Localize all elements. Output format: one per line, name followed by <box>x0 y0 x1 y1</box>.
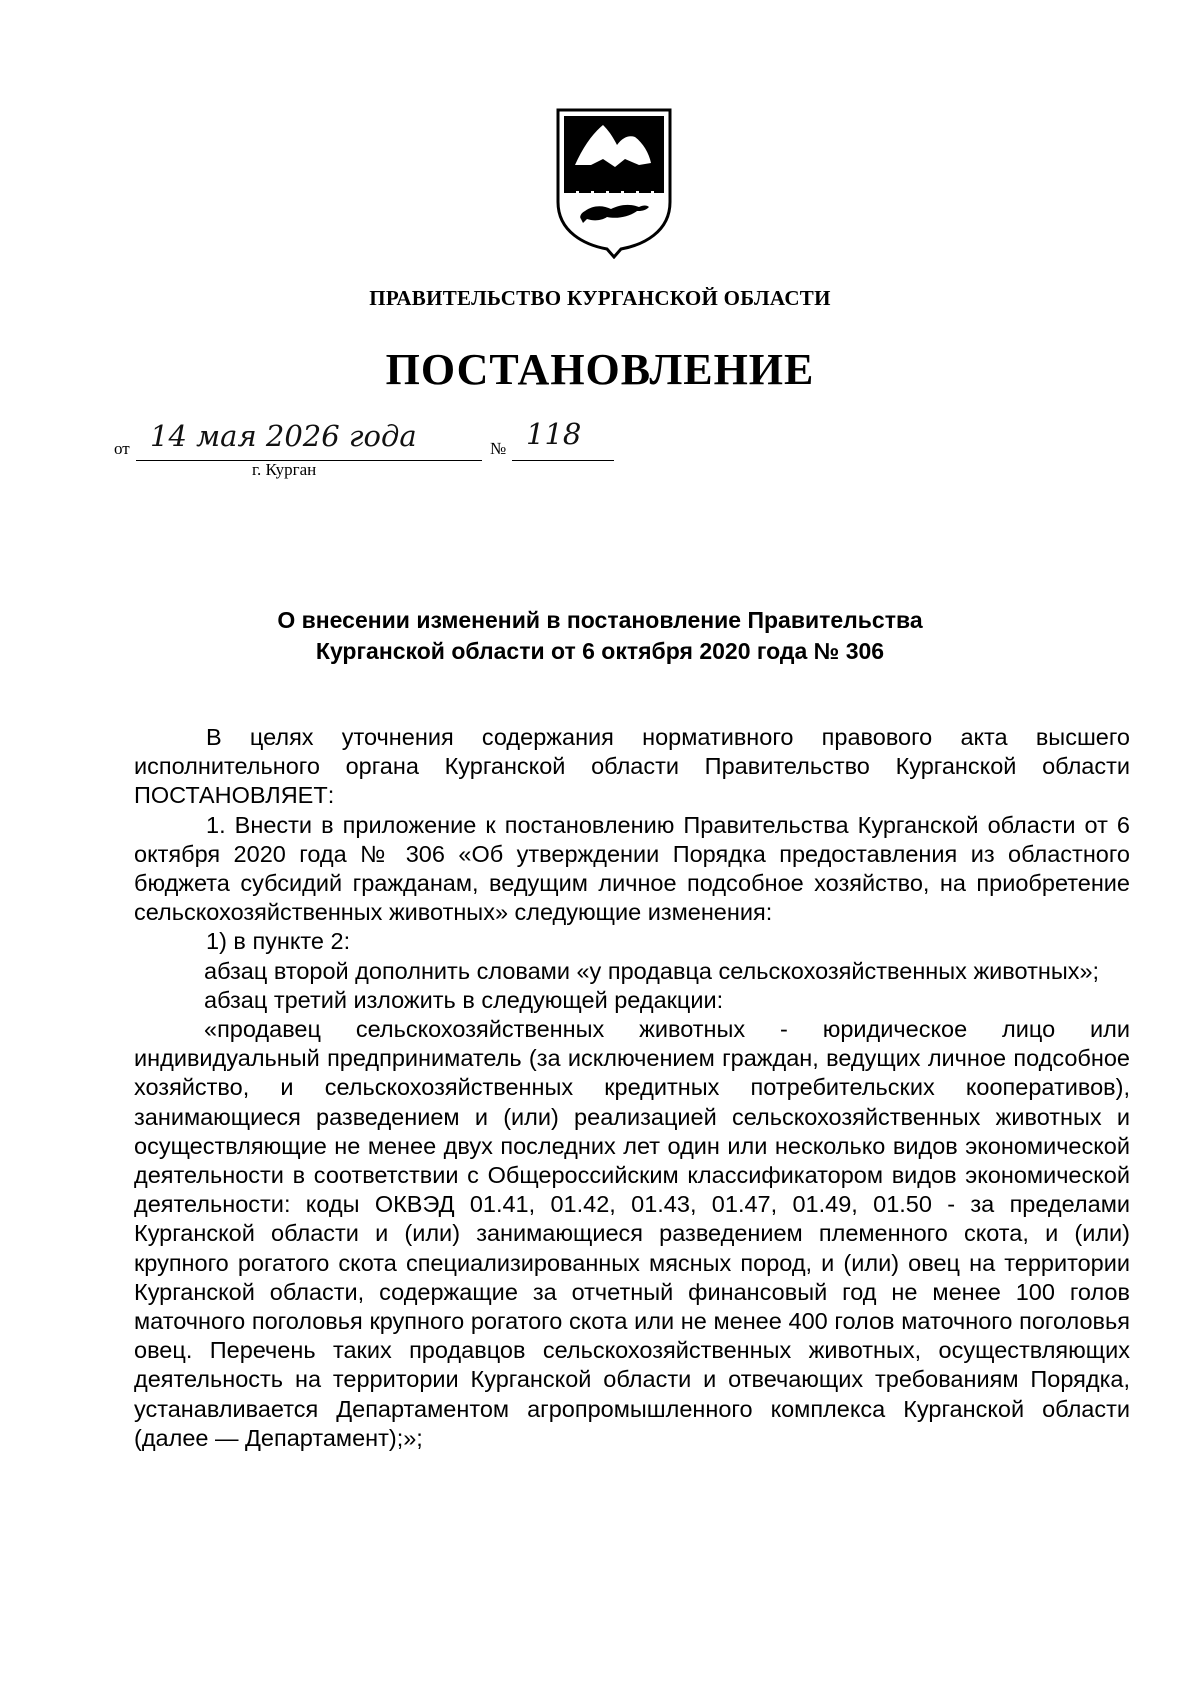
paragraph-abzac-3: абзац третий изложить в следующей редакции: <box>204 986 724 1013</box>
paragraph-item-1: 1. Внести в приложение к постановлению Правительства Курганской области от 6 октября 2020 года № 306 «Об утверждении Порядка предоставления из областного бюджета субсидий гражданам, ведущим личное подсобное хозяйство, на приобретение сельскохозяйственных животных» следующие изменения: <box>134 811 1130 926</box>
subject-line-1: О внесении изменений в постановление Правительства <box>277 607 923 633</box>
handwritten-date: 14 мая 2026 года <box>150 419 417 453</box>
date-prefix-label: от <box>114 439 130 458</box>
number-prefix-label: № <box>490 439 507 458</box>
city-label: г. Курган <box>252 460 317 479</box>
coat-of-arms-icon <box>555 107 673 259</box>
paragraph-preamble: В целях уточнения содержания нормативного правового акта высшего исполнительного органа Курганской области Правительство Курганской области ПОСТАНОВЛЯЕТ: <box>134 724 1130 809</box>
date-number-line <box>0 417 1200 465</box>
document-type-title: ПОСТАНОВЛЕНИЕ <box>385 345 815 394</box>
paragraph-seller-definition: «продавец сельскохозяйственных животных - юридическое лицо или индивидуальный предприниматель (за исключением граждан, ведущих личное подсобное хозяйство, и сельскохозяйственных кредитных потребительских кооперативов), занимающиеся разведением и (или) реализацией сельскохозяйственных животных и осуществляющие не менее двух последних лет один или несколько видов экономической деятельности в соответствии с Общероссийским классификатором видов экономической деятельности: коды ОКВЭД 01.41, 01.42, 01.43, 01.47, 01.49, 01.50 - за пределами Курганской области и (или) занимающиеся разведением племенного скота, и (или) крупного рогатого скота специализированных мясных пород, и (или) овец на территории Курганской области, содержащие за отчетный финансовый год не менее 100 голов маточного поголовья крупного рогатого скота или не менее 400 голов маточного поголовья овец. Перечень таких продавцов сельскохозяйственных животных, осуществляющих деятельность на территории Курганской области и отвечающих требованиям Порядка, устанавливается Департаментом агропромышленного комплекса Курганской области (далее — Департамент);»; <box>134 1016 1130 1451</box>
document-subject <box>0 605 1200 667</box>
organization-title: ПРАВИТЕЛЬСТВО КУРГАНСКОЙ ОБЛАСТИ <box>369 286 831 310</box>
paragraph-subitem-1: 1) в пункте 2: <box>206 928 351 955</box>
subject-line-2: Курганской области от 6 октября 2020 года № 306 <box>315 638 885 664</box>
number-underline <box>512 460 614 461</box>
handwritten-number: 118 <box>526 417 582 451</box>
document-body <box>134 723 1130 1453</box>
paragraph-abzac-2: абзац второй дополнить словами «у продавца сельскохозяйственных животных»; <box>204 957 1100 984</box>
